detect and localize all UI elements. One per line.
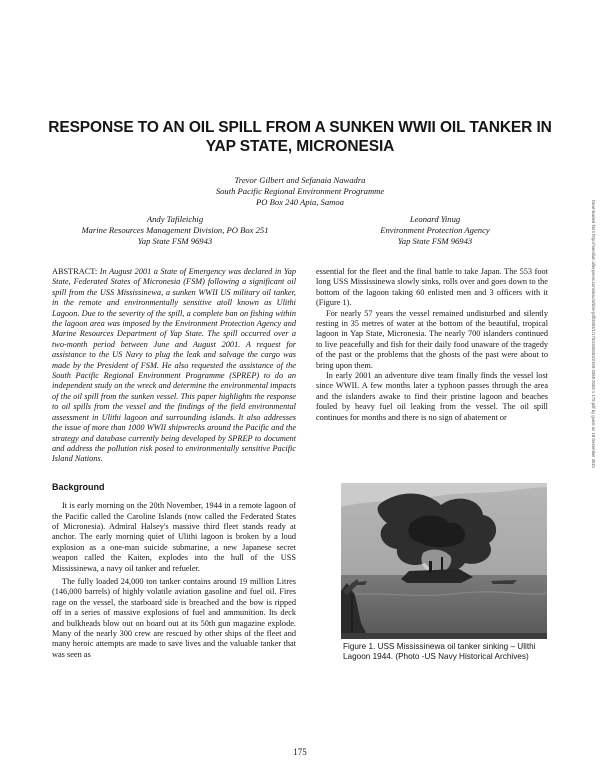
paper-title-line-1: RESPONSE TO AN OIL SPILL FROM A SUNKEN WWII OIL TANKER IN [48,119,552,136]
section-heading: Background [52,481,105,492]
author-address: PO Box 240 Apia, Samoa [256,197,344,207]
author-block-main [0,175,600,208]
background-paragraph-1: It is early morning on the 20th November, 1944 in a remote lagoon of the Pacific called the Caroline Islands (now called the Federated States of Micronesia). Admiral Halsey's massive third fleet stands ready at anchor. The early morning quiet of Ulithi lagoon is broken by a loud explosion as a one-man suicide submarine, a new Japanese secret weapon called the Kaiten, explodes into the hull of the USS Mississinewa, a navy oil tanker and refueler. [52,501,296,573]
author-names: Trevor Gilbert and Sefanaia Nawadra [234,175,366,185]
author-name: Andy Tafileichig [146,214,204,224]
paper-title-line-2: YAP STATE, MICRONESIA [205,138,395,155]
author-affiliation: Marine Resources Management Division, PO Box 251 [81,225,269,235]
right-paragraph-3: In early 2001 an adventure dive team finally finds the vessel lost since WWII. A few months later a typhoon passes through the area and the islanders awake to find their pristine lagoon and beaches fouled by heavy fuel oil leaking from the vessel. The oil spill continues for months and there is no sign of abatement or [316,371,548,422]
right-paragraph-2: For nearly 57 years the vessel remained undisturbed and silently resting in 35 metres of water at the bottom of the beautiful, tropical lagoon in Yap State, Micronesia. The nearly 700 islanders continued to live peacefully and fish for their daily food unaware of the tragedy of the past or the problems that the ghosts of the past were about to bring upon them. [316,308,548,370]
author-block-right [330,214,540,247]
author-block-left [70,214,280,247]
author-affiliation: South Pacific Regional Environment Programme [215,186,385,196]
figure-photo [341,483,547,639]
page-number: 175 [293,747,307,757]
author-name: Leonard Yinug [409,214,461,224]
abstract [52,267,296,465]
background-paragraph-2: The fully loaded 24,000 ton tanker contains around 19 million Litres (146,000 barrels) of highly volatile aviation gasoline and fuel oil. Fires rage on the vessel, the starboard side is breached and the bow is ripped off in a series of massive explosions of fuel and ammunition. Its deck and bulkheads blow out on board out at its 50th gun magazine explode. Many of the nearly 300 crew are rescued by other ships of the fleet and many heroic attempts are made to save lives and the valuable tanker that was seen as [52,576,296,659]
ship-sinking-photo [341,483,547,639]
figure-caption: Figure 1. USS Mississinewa oil tanker sinking – Ulithi Lagoon 1944. (Photo -US Navy Historical Archives) [343,642,536,661]
download-side-note: Downloaded from http://meridian.allenpress.com/iosc/article-pdf/2003/1/175/2348493/2169-3358-2003-1-175.pdf by guest on 18 December 2021 [591,200,596,469]
abstract-label: ABSTRACT: [52,267,98,276]
author-affiliation: Environment Protection Agency [380,225,490,235]
author-address: Yap State FSM 96943 [137,236,213,246]
right-paragraph-1: essential for the fleet and the final battle to take Japan. The 553 foot long USS Mississinewa slowly sinks, rolls over and goes down to the bottom of the lagoon taking 60 enlisted men and 3 officers with it (Figure 1). [316,267,548,308]
left-column [52,267,296,660]
abstract-text: In August 2001 a State of Emergency was declared in Yap State, Federated States of Micronesia (FSM) following a significant oil spill from the USS Mississinewa, a sunken WWII US military oil tanker, in the remote and environmentally sensitive atoll known as Ulithi Lagoon. Due to the severity of the spill, a complete ban on fishing within the lagoon area was imposed by the Environment Protection Agency and Marine Resources Department of Yap State. The spill occurred over a two-month period between June and August 2001. A request for assistance to the US Navy to plug the leak and salvage the cargo was made by the President of FSM. He also requested the assistance of the South Pacific Regional Environment Programme (SPREP) to do an independent study on the wreck and determine the environmental impacts of the oil spill from the sunken vessel. This paper highlights the response to oil spills from the vessel and the findings of the field environmental assessment in Ulithi lagoon and surrounding islands. It also addresses the issue of more than 1000 WWII shipwrecks around the Pacific and the strategy and database currently being developed by SPREP to document and address the pollution risk posed to environmentally sensitive Pacific Island Nations. [52,267,297,464]
paper-title [40,118,560,156]
author-address: Yap State FSM 96943 [397,236,473,246]
right-column [316,267,548,423]
